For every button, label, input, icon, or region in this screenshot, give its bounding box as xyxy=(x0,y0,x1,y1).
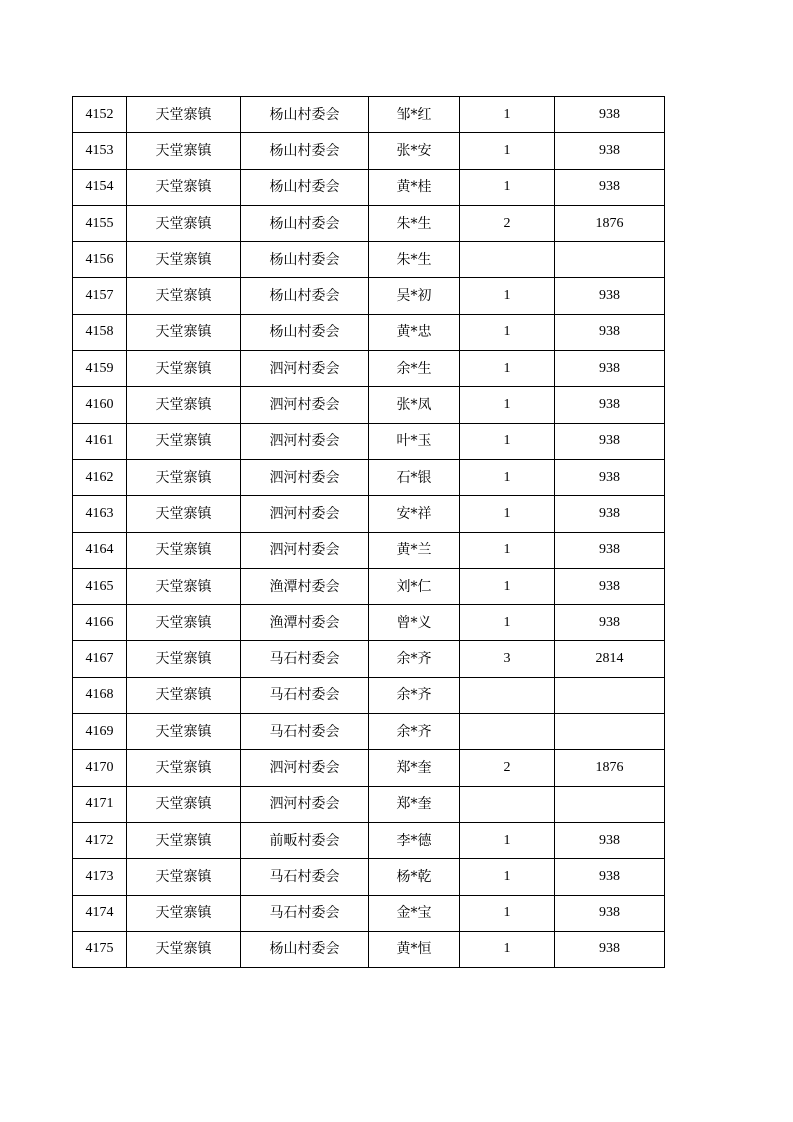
person-name-cell: 曾*义 xyxy=(369,605,460,641)
village-committee-cell: 杨山村委会 xyxy=(241,97,369,133)
person-name-cell: 张*安 xyxy=(369,133,460,169)
amount-cell: 938 xyxy=(555,496,665,532)
amount-cell: 1876 xyxy=(555,750,665,786)
town-cell: 天堂寨镇 xyxy=(127,205,241,241)
table-row xyxy=(73,278,665,314)
village-committee-cell: 渔潭村委会 xyxy=(241,605,369,641)
town-cell: 天堂寨镇 xyxy=(127,278,241,314)
row-number-cell: 4157 xyxy=(73,278,127,314)
town-cell: 天堂寨镇 xyxy=(127,423,241,459)
count-cell: 1 xyxy=(460,169,555,205)
count-cell: 1 xyxy=(460,423,555,459)
town-cell: 天堂寨镇 xyxy=(127,351,241,387)
person-name-cell: 安*祥 xyxy=(369,496,460,532)
amount-cell xyxy=(555,786,665,822)
count-cell: 3 xyxy=(460,641,555,677)
person-name-cell: 黄*忠 xyxy=(369,314,460,350)
town-cell: 天堂寨镇 xyxy=(127,568,241,604)
village-committee-cell: 马石村委会 xyxy=(241,895,369,931)
amount-cell: 1876 xyxy=(555,205,665,241)
table-row xyxy=(73,459,665,495)
village-committee-cell: 泗河村委会 xyxy=(241,496,369,532)
count-cell: 1 xyxy=(460,859,555,895)
person-name-cell: 黄*恒 xyxy=(369,931,460,967)
table-row xyxy=(73,714,665,750)
amount-cell: 938 xyxy=(555,895,665,931)
table-row xyxy=(73,97,665,133)
person-name-cell: 石*银 xyxy=(369,459,460,495)
amount-cell: 938 xyxy=(555,133,665,169)
village-committee-cell: 杨山村委会 xyxy=(241,314,369,350)
roster-table xyxy=(72,96,665,968)
amount-cell: 938 xyxy=(555,351,665,387)
person-name-cell: 郑*奎 xyxy=(369,786,460,822)
table-row xyxy=(73,423,665,459)
row-number-cell: 4156 xyxy=(73,242,127,278)
amount-cell: 938 xyxy=(555,822,665,858)
village-committee-cell: 渔潭村委会 xyxy=(241,568,369,604)
table-row xyxy=(73,568,665,604)
person-name-cell: 刘*仁 xyxy=(369,568,460,604)
amount-cell: 938 xyxy=(555,97,665,133)
row-number-cell: 4152 xyxy=(73,97,127,133)
amount-cell: 938 xyxy=(555,314,665,350)
table-row xyxy=(73,387,665,423)
roster-body xyxy=(73,97,665,968)
person-name-cell: 朱*生 xyxy=(369,242,460,278)
count-cell: 1 xyxy=(460,351,555,387)
amount-cell: 938 xyxy=(555,859,665,895)
row-number-cell: 4165 xyxy=(73,568,127,604)
table-row xyxy=(73,822,665,858)
table-row xyxy=(73,895,665,931)
row-number-cell: 4159 xyxy=(73,351,127,387)
row-number-cell: 4173 xyxy=(73,859,127,895)
table-row xyxy=(73,351,665,387)
row-number-cell: 4168 xyxy=(73,677,127,713)
row-number-cell: 4169 xyxy=(73,714,127,750)
village-committee-cell: 泗河村委会 xyxy=(241,750,369,786)
count-cell: 1 xyxy=(460,605,555,641)
person-name-cell: 郑*奎 xyxy=(369,750,460,786)
table-row xyxy=(73,532,665,568)
amount-cell: 938 xyxy=(555,931,665,967)
village-committee-cell: 泗河村委会 xyxy=(241,351,369,387)
person-name-cell: 余*齐 xyxy=(369,714,460,750)
person-name-cell: 朱*生 xyxy=(369,205,460,241)
row-number-cell: 4161 xyxy=(73,423,127,459)
town-cell: 天堂寨镇 xyxy=(127,786,241,822)
person-name-cell: 黄*桂 xyxy=(369,169,460,205)
amount-cell: 938 xyxy=(555,423,665,459)
amount-cell: 938 xyxy=(555,568,665,604)
village-committee-cell: 泗河村委会 xyxy=(241,532,369,568)
town-cell: 天堂寨镇 xyxy=(127,641,241,677)
amount-cell xyxy=(555,677,665,713)
count-cell: 1 xyxy=(460,97,555,133)
count-cell: 1 xyxy=(460,278,555,314)
village-committee-cell: 杨山村委会 xyxy=(241,133,369,169)
count-cell: 1 xyxy=(460,532,555,568)
village-committee-cell: 杨山村委会 xyxy=(241,169,369,205)
town-cell: 天堂寨镇 xyxy=(127,133,241,169)
table-row xyxy=(73,931,665,967)
count-cell xyxy=(460,714,555,750)
row-number-cell: 4163 xyxy=(73,496,127,532)
town-cell: 天堂寨镇 xyxy=(127,677,241,713)
count-cell xyxy=(460,242,555,278)
person-name-cell: 叶*玉 xyxy=(369,423,460,459)
row-number-cell: 4167 xyxy=(73,641,127,677)
village-committee-cell: 杨山村委会 xyxy=(241,242,369,278)
count-cell: 1 xyxy=(460,895,555,931)
village-committee-cell: 泗河村委会 xyxy=(241,387,369,423)
person-name-cell: 杨*乾 xyxy=(369,859,460,895)
count-cell xyxy=(460,786,555,822)
row-number-cell: 4166 xyxy=(73,605,127,641)
town-cell: 天堂寨镇 xyxy=(127,496,241,532)
town-cell: 天堂寨镇 xyxy=(127,822,241,858)
count-cell: 1 xyxy=(460,568,555,604)
town-cell: 天堂寨镇 xyxy=(127,459,241,495)
count-cell: 1 xyxy=(460,459,555,495)
village-committee-cell: 杨山村委会 xyxy=(241,931,369,967)
table-row xyxy=(73,786,665,822)
person-name-cell: 余*齐 xyxy=(369,677,460,713)
row-number-cell: 4175 xyxy=(73,931,127,967)
amount-cell xyxy=(555,242,665,278)
village-committee-cell: 泗河村委会 xyxy=(241,786,369,822)
person-name-cell: 李*德 xyxy=(369,822,460,858)
row-number-cell: 4160 xyxy=(73,387,127,423)
amount-cell: 938 xyxy=(555,278,665,314)
row-number-cell: 4158 xyxy=(73,314,127,350)
village-committee-cell: 马石村委会 xyxy=(241,677,369,713)
town-cell: 天堂寨镇 xyxy=(127,387,241,423)
person-name-cell: 余*生 xyxy=(369,351,460,387)
table-row xyxy=(73,496,665,532)
row-number-cell: 4170 xyxy=(73,750,127,786)
person-name-cell: 张*凤 xyxy=(369,387,460,423)
table-row xyxy=(73,314,665,350)
table-row xyxy=(73,133,665,169)
amount-cell xyxy=(555,714,665,750)
amount-cell: 938 xyxy=(555,387,665,423)
row-number-cell: 4164 xyxy=(73,532,127,568)
person-name-cell: 邹*红 xyxy=(369,97,460,133)
village-committee-cell: 杨山村委会 xyxy=(241,205,369,241)
amount-cell: 938 xyxy=(555,169,665,205)
town-cell: 天堂寨镇 xyxy=(127,605,241,641)
table-row xyxy=(73,641,665,677)
village-committee-cell: 马石村委会 xyxy=(241,859,369,895)
amount-cell: 938 xyxy=(555,532,665,568)
village-committee-cell: 泗河村委会 xyxy=(241,423,369,459)
table-row xyxy=(73,859,665,895)
row-number-cell: 4172 xyxy=(73,822,127,858)
town-cell: 天堂寨镇 xyxy=(127,859,241,895)
village-committee-cell: 马石村委会 xyxy=(241,641,369,677)
table-row xyxy=(73,605,665,641)
row-number-cell: 4155 xyxy=(73,205,127,241)
amount-cell: 2814 xyxy=(555,641,665,677)
town-cell: 天堂寨镇 xyxy=(127,750,241,786)
town-cell: 天堂寨镇 xyxy=(127,895,241,931)
count-cell: 1 xyxy=(460,931,555,967)
town-cell: 天堂寨镇 xyxy=(127,242,241,278)
town-cell: 天堂寨镇 xyxy=(127,532,241,568)
amount-cell: 938 xyxy=(555,605,665,641)
row-number-cell: 4153 xyxy=(73,133,127,169)
row-number-cell: 4171 xyxy=(73,786,127,822)
amount-cell: 938 xyxy=(555,459,665,495)
table-row xyxy=(73,169,665,205)
person-name-cell: 吴*初 xyxy=(369,278,460,314)
town-cell: 天堂寨镇 xyxy=(127,169,241,205)
person-name-cell: 黄*兰 xyxy=(369,532,460,568)
town-cell: 天堂寨镇 xyxy=(127,314,241,350)
village-committee-cell: 杨山村委会 xyxy=(241,278,369,314)
village-committee-cell: 前畈村委会 xyxy=(241,822,369,858)
count-cell xyxy=(460,677,555,713)
count-cell: 1 xyxy=(460,314,555,350)
count-cell: 2 xyxy=(460,750,555,786)
row-number-cell: 4174 xyxy=(73,895,127,931)
count-cell: 2 xyxy=(460,205,555,241)
count-cell: 1 xyxy=(460,387,555,423)
table-row xyxy=(73,205,665,241)
table-row xyxy=(73,242,665,278)
town-cell: 天堂寨镇 xyxy=(127,714,241,750)
person-name-cell: 余*齐 xyxy=(369,641,460,677)
count-cell: 1 xyxy=(460,133,555,169)
count-cell: 1 xyxy=(460,822,555,858)
person-name-cell: 金*宝 xyxy=(369,895,460,931)
table-row xyxy=(73,750,665,786)
row-number-cell: 4162 xyxy=(73,459,127,495)
town-cell: 天堂寨镇 xyxy=(127,97,241,133)
count-cell: 1 xyxy=(460,496,555,532)
row-number-cell: 4154 xyxy=(73,169,127,205)
village-committee-cell: 泗河村委会 xyxy=(241,459,369,495)
town-cell: 天堂寨镇 xyxy=(127,931,241,967)
table-row xyxy=(73,677,665,713)
village-committee-cell: 马石村委会 xyxy=(241,714,369,750)
